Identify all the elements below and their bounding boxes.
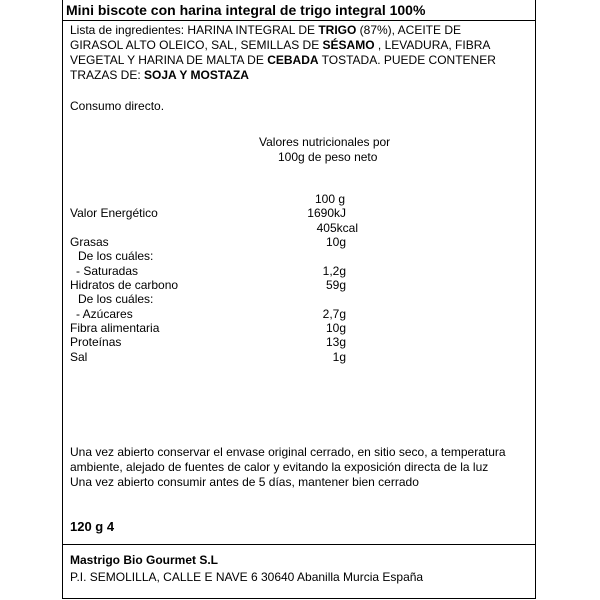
- ingredients-line-1: [70, 23, 461, 37]
- ingredients-text: (87%), ACEITE DE: [356, 23, 462, 37]
- ingredients-text: TOSTADA. PUEDE CONTENER: [318, 53, 496, 67]
- ingredients-text: GIRASOL ALTO OLEICO, SAL, SEMILLAS DE: [70, 38, 323, 52]
- nutrient-value-sal: 1g: [332, 350, 346, 364]
- energy-kcal: 405kcal: [316, 221, 358, 235]
- nutrient-sublabel: De los cuáles:: [78, 249, 154, 263]
- nutrient-sublabel: De los cuáles:: [78, 292, 154, 306]
- nutrient-label-grasas: Grasas: [70, 235, 109, 249]
- nutrient-value-fibra: 10g: [325, 321, 346, 335]
- ingredients-text: Lista de ingredientes: HARINA INTEGRAL DE: [70, 23, 319, 37]
- energy-label: Valor Energético: [70, 206, 158, 220]
- nutrition-heading-line-1: Valores nutricionales por: [259, 135, 391, 149]
- company-address: P.I. SEMOLILLA, CALLE E NAVE 6 30640 Abanilla Murcia España: [70, 570, 424, 584]
- nutrient-label-hidratos: Hidratos de carbono: [70, 278, 179, 292]
- nutrient-label-sal: Sal: [70, 350, 88, 364]
- allergen-barley: CEBADA: [267, 53, 319, 67]
- nutrient-label-azucares: - Azúcares: [76, 307, 133, 321]
- energy-kj: 1690kJ: [307, 206, 346, 220]
- ingredients-text: VEGETAL Y HARINA DE MALTA DE: [70, 53, 268, 67]
- allergen-traces: SOJA Y MOSTAZA: [144, 68, 249, 82]
- storage-line-2: ambiente, alejado de fuentes de calor y evitando la exposición directa de la luz: [70, 460, 489, 474]
- title-divider: [62, 20, 536, 21]
- ingredients-line-2: [70, 38, 490, 52]
- ingredients-line-4: [70, 68, 249, 82]
- nutrient-value-hidratos: 59g: [325, 278, 346, 292]
- nutrient-value-saturadas: 1,2g: [322, 264, 346, 278]
- storage-line-3: Una vez abierto consumir antes de 5 días, mantener bien cerrado: [70, 475, 419, 489]
- nutrient-value-azucares: 2,7g: [322, 307, 346, 321]
- ingredients-text: TRAZAS DE:: [70, 68, 145, 82]
- nutrient-value-grasas: 10g: [325, 235, 346, 249]
- nutrient-label-fibra: Fibra alimentaria: [70, 321, 160, 335]
- usage-text: Consumo directo.: [70, 99, 165, 113]
- ingredients-line-3: [70, 53, 496, 67]
- ingredients-text: , LEVADURA, FIBRA: [374, 38, 491, 52]
- allergen-wheat: TRIGO: [318, 23, 357, 37]
- product-title: Mini biscote con harina integral de trigo integral 100%: [66, 2, 426, 18]
- company-name: Mastrigo Bio Gourmet S.L: [70, 553, 219, 567]
- storage-line-1: Una vez abierto conservar el envase original cerrado, en sitio seco, a temperatura: [70, 445, 506, 459]
- nutrition-heading-line-2: 100g de peso neto: [278, 150, 378, 164]
- nutrient-label-saturadas: - Saturadas: [76, 264, 139, 278]
- nutrient-value-proteinas: 13g: [325, 335, 346, 349]
- allergen-sesame: SÉSAMO: [322, 38, 375, 52]
- net-weight: 120 g 4: [70, 519, 115, 534]
- footer-divider: [62, 544, 536, 545]
- nutrient-label-proteinas: Proteínas: [70, 335, 122, 349]
- nutrition-column-header: 100 g: [314, 192, 345, 206]
